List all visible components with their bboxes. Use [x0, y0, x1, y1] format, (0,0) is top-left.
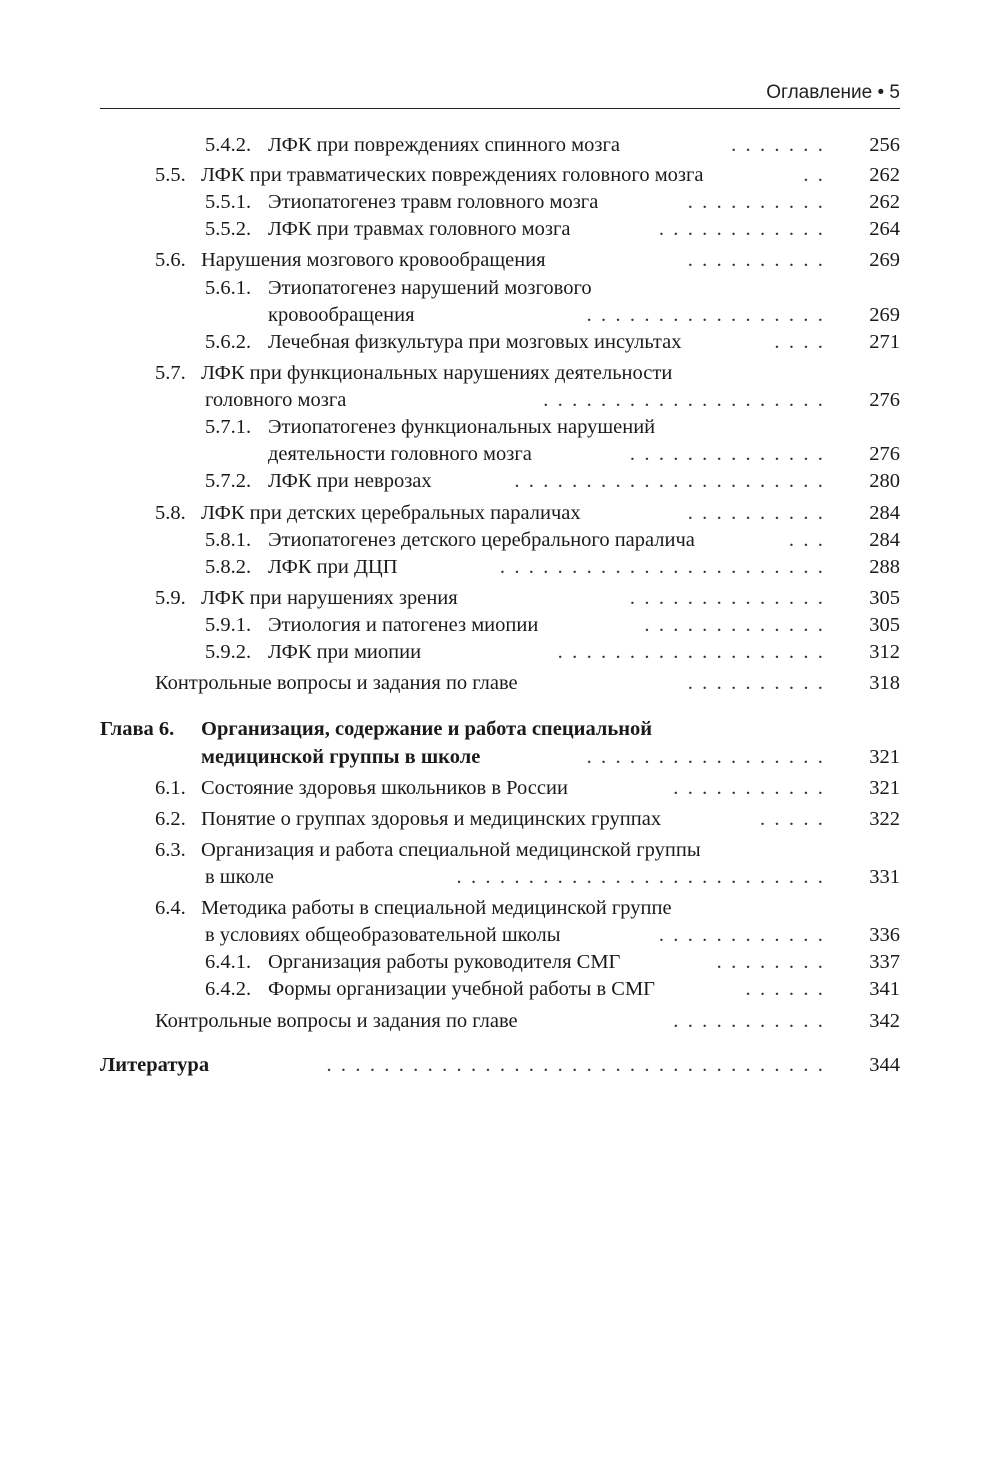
toc-entry-title: ЛФК при детских церебральных параличах: [201, 502, 581, 524]
toc-entry-title-continued: в школе: [205, 866, 274, 888]
toc-entry: [0, 247, 1000, 273]
toc-leader-dots: . . . . . . . . . . . . . . . . . . . . . . .: [499, 556, 825, 578]
toc-entry: [0, 414, 1000, 440]
toc-leader-dots: . . . . . . . . . .: [687, 191, 825, 213]
toc-entry-number: 6.1.: [155, 777, 186, 799]
toc-entry-number: 6.4.2.: [205, 978, 252, 1000]
toc-leader-dots: . . . . . . . . . .: [687, 502, 825, 524]
toc-leader-dots: . . .: [788, 529, 825, 551]
toc-chapter-title-continued: медицинской группы в школе: [201, 746, 481, 768]
toc-entry-title: Этиопатогенез детского церебрального паралича: [268, 529, 695, 551]
toc-entry-number: 5.9.1.: [205, 614, 252, 636]
toc-entry-review-questions: [0, 670, 1000, 696]
toc-entry-title: ЛФК при ДЦП: [268, 556, 398, 578]
toc-leader-dots: . . . . . . . . . . . . . . . . .: [586, 304, 825, 326]
toc-leader-dots: . . . . . . . . . . .: [673, 1010, 825, 1032]
toc-bibliography-title: Литература: [100, 1054, 210, 1076]
toc-entry-title: Нарушения мозгового кровообращения: [201, 249, 546, 271]
toc-entry-title-continued: кровообращения: [268, 304, 415, 326]
toc-entry: [0, 554, 1000, 580]
toc-entry-continuation: [0, 864, 1000, 890]
toc-leader-dots: . . . . . . . . . . . . . . . . . . . . . . . . . .: [456, 866, 825, 888]
toc-entry-title-continued: деятельности головного мозга: [268, 443, 532, 465]
toc-entry-number: 5.6.: [155, 249, 186, 271]
toc-entry: [0, 976, 1000, 1002]
toc-entry-page: 284: [869, 502, 900, 524]
toc-entry-number: 5.6.2.: [205, 331, 252, 353]
toc-entry-page: 262: [869, 191, 900, 213]
toc-entry: [0, 639, 1000, 665]
toc-entry: [0, 468, 1000, 494]
toc-entry-page: 280: [869, 470, 900, 492]
toc-entry-page: 271: [869, 331, 900, 353]
toc-entry-page: 269: [869, 304, 900, 326]
toc-entry-number: 5.8.1.: [205, 529, 252, 551]
toc-entry: [0, 949, 1000, 975]
toc-entry-page: 318: [869, 672, 900, 694]
toc-entry-number: 5.7.: [155, 362, 186, 384]
toc-entry: [0, 527, 1000, 553]
toc-leader-dots: . . . . . . . . . . . . . . . . . . .: [557, 641, 825, 663]
toc-entry-title: ЛФК при нарушениях зрения: [201, 587, 458, 609]
toc-entry-page: 331: [869, 866, 900, 888]
toc-entry-title: Формы организации учебной работы в СМГ: [268, 978, 656, 1000]
toc-entry-page: 305: [869, 614, 900, 636]
toc-entry-continuation: [0, 387, 1000, 413]
toc-entry-number: 5.7.1.: [205, 416, 252, 438]
toc-entry-page: 312: [869, 641, 900, 663]
toc-entry-title: Организация и работа специальной медицинской группы: [201, 839, 701, 861]
toc-chapter-title: Организация, содержание и работа специальной: [201, 718, 653, 740]
toc-entry-number: 5.4.2.: [205, 134, 252, 156]
toc-leader-dots: . . . . . . . . . .: [687, 672, 825, 694]
toc-entry-number: 6.4.: [155, 897, 186, 919]
toc-chapter-number: Глава 6.: [100, 718, 175, 740]
toc-entry: [0, 162, 1000, 188]
toc-entry-page: 305: [869, 587, 900, 609]
toc-leader-dots: . . . . . . . . . .: [687, 249, 825, 271]
toc-entry-page: 336: [869, 924, 900, 946]
toc-entry: [0, 132, 1000, 158]
toc-leader-dots: . . . . . . . . . . . . .: [644, 614, 825, 636]
toc-entry-title: Контрольные вопросы и задания по главе: [155, 1010, 518, 1032]
toc-entry-title-continued: головного мозга: [205, 389, 347, 411]
toc-entry-review-questions: [0, 1008, 1000, 1034]
toc-leader-dots: . . . . . . . . . . .: [673, 777, 825, 799]
toc-entry: [0, 216, 1000, 242]
toc-leader-dots: . . . . . . . . . . . . . . . . .: [586, 746, 825, 768]
toc-leader-dots: . . . . . . . . . . . . . .: [629, 443, 825, 465]
toc-entry-page: 288: [869, 556, 900, 578]
toc-entry-page: 321: [869, 746, 900, 768]
toc-chapter-heading: [0, 716, 1000, 742]
toc-entry-title: ЛФК при травмах головного мозга: [268, 218, 571, 240]
toc-entry-page: 284: [869, 529, 900, 551]
toc-entry-title: Лечебная физкультура при мозговых инсультах: [268, 331, 682, 353]
toc-entry-page: 276: [869, 389, 900, 411]
toc-entry-page: 337: [869, 951, 900, 973]
toc-entry-page: 264: [869, 218, 900, 240]
toc-entry: [0, 837, 1000, 863]
toc-entry-number: 5.5.2.: [205, 218, 252, 240]
toc-entry-title-continued: в условиях общеобразовательной школы: [205, 924, 561, 946]
toc-entry-page: 321: [869, 777, 900, 799]
toc-entry-number: 5.7.2.: [205, 470, 252, 492]
toc-entry-page: 276: [869, 443, 900, 465]
toc-leader-dots: . . . . .: [759, 808, 825, 830]
toc-entry-page: 262: [869, 164, 900, 186]
toc-entry: [0, 585, 1000, 611]
toc-leader-dots: . . . . . .: [745, 978, 825, 1000]
toc-entry-number: 5.6.1.: [205, 277, 252, 299]
toc-leader-dots: . . . . . . . . . . . .: [658, 924, 825, 946]
toc-entry-page: 256: [869, 134, 900, 156]
toc-entry: [0, 500, 1000, 526]
toc-entry-bibliography: [0, 1052, 1000, 1078]
toc-chapter-heading-continuation: [0, 744, 1000, 770]
toc-entry: [0, 329, 1000, 355]
toc-entry: [0, 775, 1000, 801]
toc-entry-number: 6.4.1.: [205, 951, 252, 973]
toc-entry-title: Этиопатогенез нарушений мозгового: [268, 277, 592, 299]
toc-leader-dots: . . . . . . . . . . . .: [658, 218, 825, 240]
toc-entry-number: 5.5.: [155, 164, 186, 186]
toc-entry-title: ЛФК при функциональных нарушениях деятельности: [201, 362, 673, 384]
toc-leader-dots: . . . .: [774, 331, 825, 353]
toc-entry-page: 342: [869, 1010, 900, 1032]
toc-entry: [0, 360, 1000, 386]
toc-leader-dots: . . . . . . . .: [716, 951, 825, 973]
toc-entry: [0, 189, 1000, 215]
toc-entry-title: Этиопатогенез травм головного мозга: [268, 191, 599, 213]
toc-entry-continuation: [0, 441, 1000, 467]
toc-entry: [0, 895, 1000, 921]
toc-entry-continuation: [0, 922, 1000, 948]
toc-leader-dots: . .: [803, 164, 825, 186]
running-title: Оглавление • 5: [766, 82, 900, 103]
toc-leader-dots: . . . . . . . . . . . . . . . . . . . . . .: [514, 470, 825, 492]
toc-entry: [0, 612, 1000, 638]
toc-leader-dots: . . . . . . . . . . . . . . . . . . . . . . . . . . . . . . . . . . .: [326, 1054, 825, 1076]
toc-entry-title: ЛФК при травматических повреждениях головного мозга: [201, 164, 704, 186]
toc-entry-title: Контрольные вопросы и задания по главе: [155, 672, 518, 694]
toc-entry-title: ЛФК при повреждениях спинного мозга: [268, 134, 620, 156]
toc-entry-number: 5.8.2.: [205, 556, 252, 578]
toc-entry-title: Организация работы руководителя СМГ: [268, 951, 621, 973]
toc-entry-page: 269: [869, 249, 900, 271]
toc-entry-title: Этиология и патогенез миопии: [268, 614, 539, 636]
toc-entry-title: Методика работы в специальной медицинской группе: [201, 897, 672, 919]
toc-entry: [0, 275, 1000, 301]
toc-entry-page: 344: [869, 1054, 900, 1076]
toc-entry-title: ЛФК при неврозах: [268, 470, 432, 492]
toc-leader-dots: . . . . . . . . . . . . . .: [629, 587, 825, 609]
toc-entry-number: 6.3.: [155, 839, 186, 861]
toc-entry-title: ЛФК при миопии: [268, 641, 422, 663]
toc-entry-number: 5.9.2.: [205, 641, 252, 663]
running-header: [100, 82, 900, 109]
toc-leader-dots: . . . . . . .: [731, 134, 825, 156]
toc-entry-title: Состояние здоровья школьников в России: [201, 777, 568, 799]
toc-leader-dots: . . . . . . . . . . . . . . . . . . . .: [543, 389, 825, 411]
toc-entry-title: Этиопатогенез функциональных нарушений: [268, 416, 656, 438]
toc-entry-continuation: [0, 302, 1000, 328]
toc-entry-page: 322: [869, 808, 900, 830]
toc-entry-title: Понятие о группах здоровья и медицинских группах: [201, 808, 662, 830]
toc-entry: [0, 806, 1000, 832]
toc-entry-page: 341: [869, 978, 900, 1000]
toc-entry-number: 5.5.1.: [205, 191, 252, 213]
toc-entry-number: 5.9.: [155, 587, 186, 609]
toc-entry-number: 5.8.: [155, 502, 186, 524]
toc-entry-number: 6.2.: [155, 808, 186, 830]
